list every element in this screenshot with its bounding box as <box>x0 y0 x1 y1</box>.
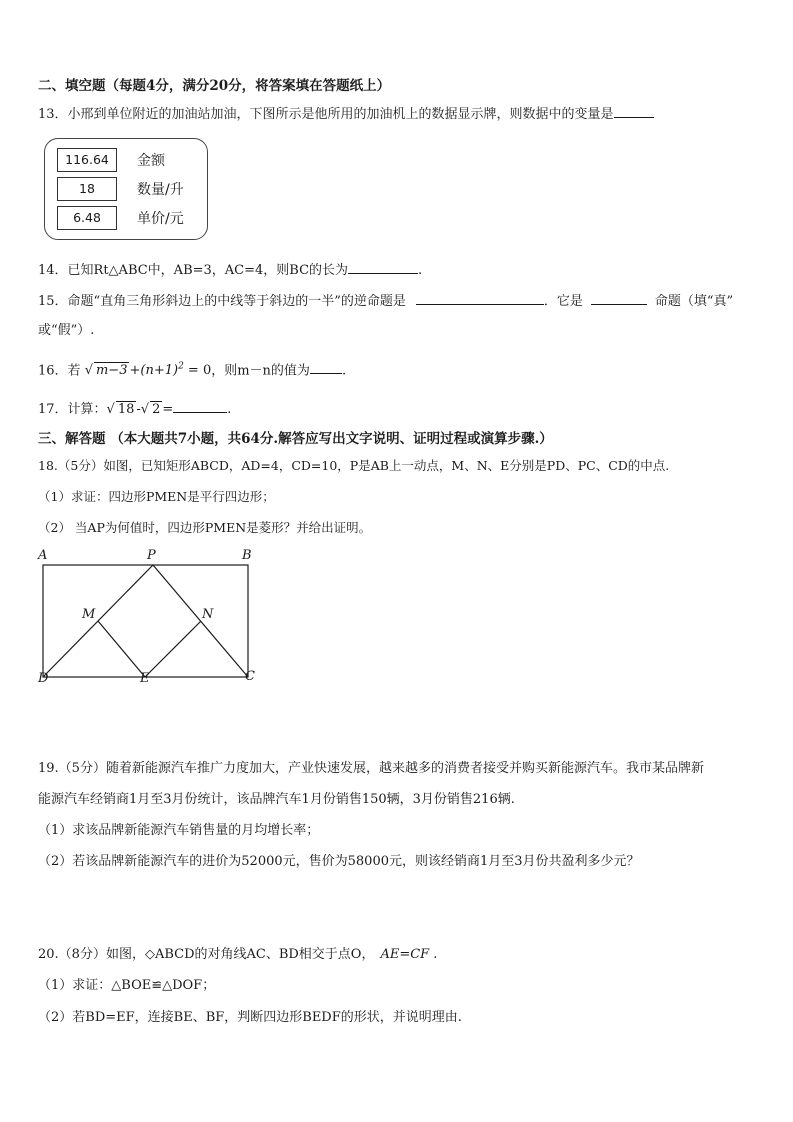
label-n: N <box>202 607 214 622</box>
q17-tail: . <box>227 402 232 417</box>
q17-text <box>38 399 231 419</box>
q18-sub2: （2） 当AP为何值时，四边形PMEN是菱形？并给出证明。 <box>38 520 372 535</box>
q19-sub1: （1）求该品牌新能源汽车销售量的月均增长率； <box>38 823 320 838</box>
q18-sub1: （1）求证：四边形PMEN是平行四边形； <box>38 489 275 504</box>
q17-eq: = <box>162 402 174 417</box>
pump-value: 18 <box>57 177 117 201</box>
q15-answer-blank-2 <box>591 291 647 305</box>
q16-text <box>38 358 346 380</box>
q15-part2: ．它是 <box>543 294 583 309</box>
q14-answer-blank <box>348 260 418 274</box>
q19-line1: 19.（5分）随着新能源汽车推广力度加大，产业快速发展，越来越多的消费者接受并购买新能源汽车。我市某品牌新 <box>38 761 704 776</box>
label-c: C <box>245 669 255 684</box>
pump-value: 6.48 <box>57 206 117 230</box>
q20-condition: AE=CF <box>380 947 430 962</box>
q14-tail: . <box>418 263 423 278</box>
q15-line2: 或“假”）. <box>38 323 95 338</box>
q19-line2: 能源汽车经销商1月至3月份统计，该品牌汽车1月份销售150辆，3月份销售216辆. <box>38 792 515 807</box>
q20-sub1: （1）求证：△BOE≌△DOF； <box>38 978 216 993</box>
q14-question: 14．已知Rt△ABC中，AB=3，AC=4，则BC的长为 <box>38 263 349 278</box>
q16-tail: . <box>341 363 347 379</box>
q16-answer-blank <box>310 360 342 374</box>
q14-text <box>38 260 422 280</box>
label-a: A <box>38 548 48 563</box>
section3-heading: 三、解答题 （本大题共7小题，共64分.解答应写出文字说明、证明过程或演算步骤.） <box>38 431 553 447</box>
q15-part1: 15．命题“直角三角形斜边上的中线等于斜边的一半”的逆命题是 <box>38 294 406 309</box>
q20-question: 20.（8分）如图，◇ABCD的对角线AC、BD相交于点O， <box>38 947 375 962</box>
q17-prefix: 17．计算： <box>38 402 107 417</box>
q16-eq: = 0 <box>183 363 212 379</box>
q15-text <box>38 291 733 311</box>
rectangle-abcd <box>43 565 248 677</box>
q16-prefix: 16．若 <box>38 363 81 379</box>
q16-expression: √ $m-3 +(n+1)^2 = 0$ <box>84 362 212 379</box>
q13-answer-blank <box>614 104 654 118</box>
q20-text <box>38 946 437 964</box>
pump-label: 数量/升 <box>137 182 184 198</box>
q13-question: 13．小邢到单位附近的加油站加油，下图所示是他所用的加油机上的数据显示牌，则数据中的变量是 <box>38 107 614 122</box>
label-e: E <box>140 671 150 686</box>
pump-label: 单价/元 <box>137 211 184 227</box>
q15-answer-blank-1 <box>416 291 544 305</box>
fuel-pump-display <box>44 138 208 240</box>
q16-suffix: ，则m－n的值为 <box>211 363 310 379</box>
q15-part3: 命题（填“真” <box>654 294 734 309</box>
q20-tail: . <box>433 947 438 962</box>
q19-sub2: （2）若该品牌新能源汽车的进价为52000元，售价为58000元，则该经销商1月至3月份共盈利多少元？ <box>38 854 640 869</box>
section2-heading: 二、填空题（每题4分，满分20分，将答案填在答题纸上） <box>38 78 391 94</box>
q17-expression: √ 18 -√ 2 = <box>106 402 174 417</box>
label-m: M <box>82 607 96 622</box>
segment-en <box>145 621 201 677</box>
q16-sqrt: m−3 <box>95 363 128 379</box>
q18-text: 18.（5分）如图，已知矩形ABCD，AD=4，CD=10，P是AB上一动点，M、N、E分别是PD、PC、CD的中点. <box>38 458 670 473</box>
pump-value: 116.64 <box>57 148 117 172</box>
q13-text <box>38 104 654 124</box>
q17-answer-blank <box>173 399 227 413</box>
label-p: P <box>147 548 156 563</box>
label-b: B <box>242 548 252 563</box>
q20-sub2: （2）若BD=EF，连接BE、BF，判断四边形BEDF的形状，并说明理由. <box>38 1010 462 1025</box>
rectangle-abcd-figure <box>30 545 270 690</box>
q17-sqrt-a: 18 <box>117 402 135 417</box>
q17-minus: - <box>136 402 141 417</box>
q16-exp: 2 <box>178 362 184 372</box>
q16-rest: +(n+1) <box>129 363 179 379</box>
pump-label: 金额 <box>137 153 165 169</box>
segment-me <box>98 621 145 677</box>
q17-sqrt-b: 2 <box>152 402 161 417</box>
label-d: D <box>38 671 49 686</box>
